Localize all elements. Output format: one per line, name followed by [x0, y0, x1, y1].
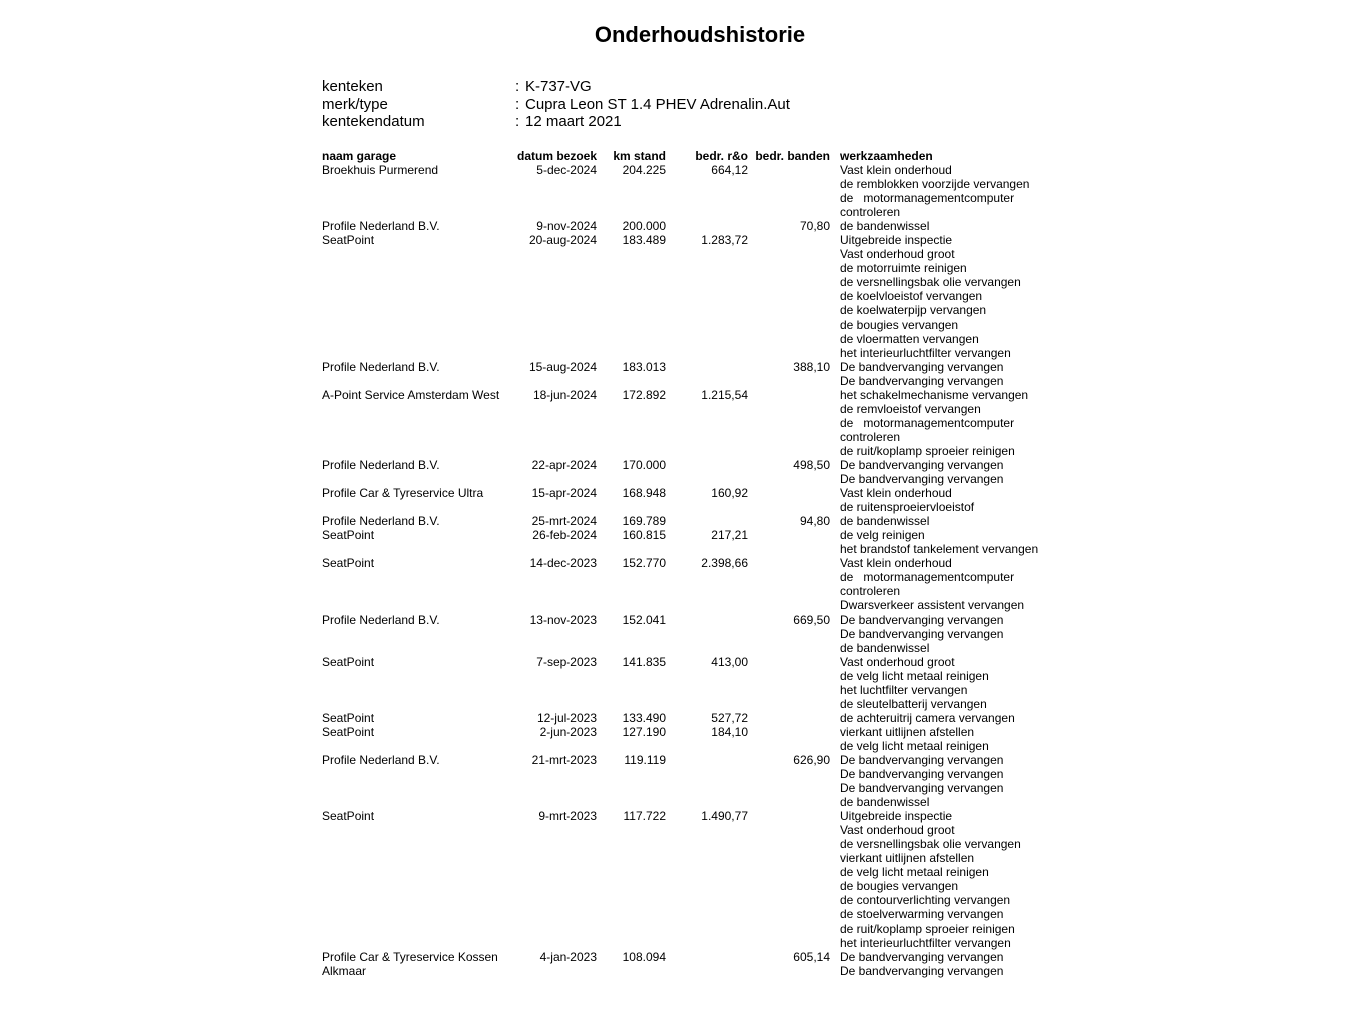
- werkzaamheid-line: de motorruimte reinigen: [840, 261, 967, 276]
- table-row: [0, 360, 1368, 388]
- km-cell: 108.094: [622, 949, 666, 964]
- werkzaamheid-line: controleren: [840, 584, 901, 599]
- werkzaamheid-line: de achteruitrij camera vervangen: [840, 710, 1015, 725]
- werkzaamheden-cell: [840, 163, 1368, 219]
- ro-amount-cell: 1.490,77: [701, 809, 748, 824]
- date-cell: 15-aug-2024: [528, 359, 597, 374]
- km-cell: 133.490: [622, 710, 666, 725]
- km-cell: 152.770: [622, 556, 666, 571]
- date-cell: 13-nov-2023: [529, 612, 597, 627]
- km-cell: 141.835: [622, 654, 666, 669]
- ro-amount-cell: 664,12: [711, 163, 748, 177]
- date-cell: 25-mrt-2024: [531, 514, 597, 529]
- table-row: [0, 556, 1368, 612]
- table-row: [0, 753, 1368, 809]
- werkzaamheid-line: het luchtfilter vervangen: [840, 682, 968, 697]
- header-banden: bedr. banden: [755, 149, 830, 163]
- garage-cell: [322, 360, 440, 374]
- werkzaamheden-cell: [840, 388, 1368, 458]
- werkzaamheden-cell: [840, 950, 1368, 978]
- werkzaamheid-line: de motormanagementcomputer: [840, 191, 1015, 206]
- date-cell: 26-feb-2024: [532, 528, 597, 543]
- werkzaamheid-line: de velg licht metaal reinigen: [840, 865, 989, 880]
- kenteken-row: [322, 78, 790, 96]
- date-cell: 5-dec-2024: [536, 163, 597, 177]
- werkzaamheden-cell: [840, 725, 1368, 753]
- km-cell: 127.190: [622, 724, 666, 739]
- werkzaamheid-line: de motormanagementcomputer: [840, 570, 1015, 585]
- date-cell: 4-jan-2023: [539, 949, 597, 964]
- werkzaamheid-line: Vast onderhoud groot: [840, 247, 955, 262]
- garage-name: SeatPoint: [322, 654, 375, 669]
- date-cell: 9-mrt-2023: [538, 809, 597, 824]
- werkzaamheid-line: vierkant uitlijnen afstellen: [840, 724, 975, 739]
- werkzaamheid-line: de ruit/koplamp sproeier reinigen: [840, 921, 1015, 936]
- km-cell: 183.013: [622, 359, 666, 374]
- garage-cell: [322, 655, 374, 669]
- ro-amount-cell: 1.283,72: [701, 233, 748, 248]
- garage-name: Profile Nederland B.V.: [322, 457, 440, 472]
- werkzaamheid-line: De bandvervanging vervangen: [840, 472, 1004, 487]
- werkzaamheid-line: De bandvervanging vervangen: [840, 457, 1004, 472]
- werkzaamheid-line: de koelwaterpijp vervangen: [840, 303, 987, 318]
- garage-cell: [322, 725, 374, 739]
- colon: :: [515, 113, 520, 130]
- garage-name: SeatPoint: [322, 809, 375, 824]
- date-cell: 20-aug-2024: [528, 233, 597, 248]
- garage-cell: [322, 514, 440, 528]
- werkzaamheid-line: Uitgebreide inspectie: [840, 809, 953, 824]
- kentekendatum-label: kentekendatum: [322, 113, 425, 130]
- werkzaamheid-line: Uitgebreide inspectie: [840, 233, 953, 248]
- garage-cell: [322, 613, 440, 627]
- werkzaamheden-cell: [840, 655, 1368, 711]
- werkzaamheid-line: de sleutelbatterij vervangen: [840, 696, 987, 711]
- werkzaamheden-cell: [840, 711, 1368, 725]
- table-row: [0, 233, 1368, 359]
- garage-cell: [322, 528, 374, 542]
- table-row: [0, 388, 1368, 458]
- garage-name: Profile Nederland B.V.: [322, 219, 440, 234]
- werkzaamheid-line: Vast klein onderhoud: [840, 163, 952, 177]
- ro-amount-cell: 413,00: [711, 654, 748, 669]
- werkzaamheden-cell: [840, 528, 1368, 556]
- banden-amount-cell: 388,10: [793, 359, 830, 374]
- garage-cell: [322, 163, 438, 177]
- table-row: [0, 528, 1368, 556]
- table-row: [0, 163, 1368, 219]
- werkzaamheden-cell: [840, 458, 1368, 486]
- table-row: [0, 655, 1368, 711]
- banden-amount-cell: 70,80: [799, 219, 830, 234]
- garage-name: SeatPoint: [322, 556, 375, 571]
- garage-cell: [322, 486, 483, 500]
- werkzaamheden-cell: [840, 486, 1368, 514]
- garage-cell: [322, 219, 440, 233]
- garage-name: SeatPoint: [322, 724, 375, 739]
- date-cell: 14-dec-2023: [529, 556, 597, 571]
- werkzaamheid-line: de ruit/koplamp sproeier reinigen: [840, 443, 1015, 458]
- garage-cell: [322, 388, 499, 402]
- werkzaamheden-cell: [840, 233, 1368, 359]
- table-row: [0, 711, 1368, 725]
- garage-name: Profile Nederland B.V.: [322, 612, 440, 627]
- km-cell: 172.892: [622, 387, 666, 402]
- header-ro: bedr. r&o: [695, 149, 748, 163]
- werkzaamheid-line: de versnellingsbak olie vervangen: [840, 837, 1021, 852]
- km-cell: 152.041: [622, 612, 666, 627]
- table-row: [0, 950, 1368, 978]
- km-cell: 160.815: [622, 528, 666, 543]
- werkzaamheid-line: Vast klein onderhoud: [840, 556, 952, 571]
- werkzaamheid-line: De bandvervanging vervangen: [840, 626, 1004, 641]
- garage-cell: [322, 809, 374, 823]
- header-km: km stand: [613, 149, 666, 163]
- werkzaamheid-line: het interieurluchtfilter vervangen: [840, 345, 1011, 360]
- werkzaamheid-line: de bougies vervangen: [840, 317, 959, 332]
- werkzaamheid-line: de bandenwissel: [840, 640, 930, 655]
- header-garage: naam garage: [322, 149, 397, 163]
- table-row: [0, 809, 1368, 949]
- werkzaamheid-line: controleren: [840, 429, 901, 444]
- werkzaamheid-line: de stoelverwarming vervangen: [840, 907, 1004, 922]
- werkzaamheid-line: vierkant uitlijnen afstellen: [840, 851, 975, 866]
- werkzaamheid-line: De bandvervanging vervangen: [840, 767, 1004, 782]
- werkzaamheden-cell: [840, 360, 1368, 388]
- garage-cell: [322, 458, 440, 472]
- werkzaamheid-line: controleren: [840, 205, 901, 220]
- date-cell: 12-jul-2023: [536, 710, 597, 725]
- werkzaamheid-line: het schakelmechanisme vervangen: [840, 387, 1029, 402]
- garage-name: A-Point Service Amsterdam West: [322, 387, 500, 402]
- date-cell: 7-sep-2023: [536, 654, 597, 669]
- km-cell: 168.948: [622, 486, 666, 501]
- garage-cell: [322, 556, 374, 570]
- ro-amount-cell: 2.398,66: [701, 556, 748, 571]
- date-cell: 2-jun-2023: [539, 724, 597, 739]
- werkzaamheid-line: De bandvervanging vervangen: [840, 781, 1004, 796]
- header-date: datum bezoek: [516, 149, 597, 163]
- garage-name: Profile Nederland B.V.: [322, 514, 440, 529]
- garage-name: Profile Nederland B.V.: [322, 752, 440, 767]
- garage-name: Profile Car & Tyreservice Ultra: [322, 486, 484, 501]
- header-werkzaamheden: werkzaamheden: [840, 149, 933, 163]
- km-cell: 204.225: [622, 163, 666, 177]
- ro-amount-cell: 184,10: [711, 724, 748, 739]
- werkzaamheid-line: de vloermatten vervangen: [840, 331, 979, 346]
- km-cell: 200.000: [622, 219, 666, 234]
- werkzaamheid-line: De bandvervanging vervangen: [840, 612, 1004, 627]
- werkzaamheid-line: de bandenwissel: [840, 795, 930, 810]
- merk-label: merk/type: [322, 95, 388, 113]
- colon: :: [515, 78, 520, 95]
- date-cell: 22-apr-2024: [531, 457, 597, 472]
- werkzaamheden-cell: [840, 556, 1368, 612]
- page-title: Onderhoudshistorie: [594, 22, 806, 47]
- werkzaamheid-line: het interieurluchtfilter vervangen: [840, 935, 1011, 950]
- table-row: [0, 486, 1368, 514]
- werkzaamheid-line: de remvloeistof vervangen: [840, 401, 981, 416]
- werkzaamheid-line: de ruitensproeiervloeistof: [840, 500, 975, 515]
- kenteken-label: kenteken: [322, 78, 383, 95]
- werkzaamheden-cell: [840, 219, 1368, 233]
- colon: :: [515, 95, 520, 113]
- werkzaamheid-line: het brandstof tankelement vervangen: [840, 542, 1039, 557]
- werkzaamheid-line: de koelvloeistof vervangen: [840, 289, 983, 304]
- garage-name: SeatPoint: [322, 233, 375, 248]
- garage-cell: [322, 711, 374, 725]
- werkzaamheid-line: de contourverlichting vervangen: [840, 893, 1011, 908]
- werkzaamheid-line: De bandvervanging vervangen: [840, 359, 1004, 374]
- banden-amount-cell: 94,80: [799, 514, 830, 529]
- maintenance-table: [0, 163, 1368, 978]
- ro-amount-cell: 527,72: [711, 710, 748, 725]
- km-cell: 183.489: [622, 233, 666, 248]
- table-row: [0, 458, 1368, 486]
- garage-cell: [322, 753, 440, 767]
- merk-value: Cupra Leon ST 1.4 PHEV Adrenalin.Aut: [525, 95, 790, 113]
- garage-name: Profile Nederland B.V.: [322, 359, 440, 374]
- date-cell: 21-mrt-2023: [531, 752, 597, 767]
- date-cell: 15-apr-2024: [531, 486, 597, 501]
- werkzaamheid-line: de motormanagementcomputer: [840, 415, 1015, 430]
- km-cell: 170.000: [622, 457, 666, 472]
- werkzaamheid-line: Dwarsverkeer assistent vervangen: [840, 598, 1025, 613]
- banden-amount-cell: 669,50: [793, 612, 830, 627]
- garage-cell: [322, 950, 498, 978]
- werkzaamheid-line: de bandenwissel: [840, 219, 930, 234]
- km-cell: 169.789: [622, 514, 666, 529]
- garage-name: Broekhuis Purmerend: [322, 163, 439, 177]
- km-cell: 119.119: [624, 752, 666, 767]
- vehicle-info: [322, 78, 790, 131]
- werkzaamheid-line: De bandvervanging vervangen: [840, 949, 1004, 964]
- werkzaamheid-line: Vast klein onderhoud: [840, 486, 952, 501]
- werkzaamheid-line: de velg licht metaal reinigen: [840, 668, 989, 683]
- table-row: [0, 613, 1368, 655]
- ro-amount-cell: 160,92: [711, 486, 748, 501]
- werkzaamheid-line: de velg reinigen: [840, 528, 925, 543]
- werkzaamheden-cell: [840, 809, 1368, 949]
- werkzaamheid-line: Vast onderhoud groot: [840, 823, 955, 838]
- werkzaamheden-cell: [840, 514, 1368, 528]
- date-cell: 18-jun-2024: [532, 387, 597, 402]
- kentekendatum-row: [322, 113, 790, 131]
- werkzaamheid-line: de versnellingsbak olie vervangen: [840, 275, 1021, 290]
- garage-name: Profile Car & Tyreservice Kossen: [322, 949, 498, 964]
- werkzaamheid-line: de bandenwissel: [840, 514, 930, 529]
- werkzaamheid-line: De bandvervanging vervangen: [840, 752, 1004, 767]
- garage-name-line2: Alkmaar: [322, 963, 367, 978]
- banden-amount-cell: 605,14: [793, 949, 830, 964]
- banden-amount-cell: 626,90: [793, 752, 830, 767]
- table-row: [0, 725, 1368, 753]
- werkzaamheid-line: de remblokken voorzijde vervangen: [840, 177, 1030, 192]
- garage-name: SeatPoint: [322, 528, 375, 543]
- werkzaamheid-line: Vast onderhoud groot: [840, 654, 955, 669]
- table-row: [0, 514, 1368, 528]
- werkzaamheden-cell: [840, 753, 1368, 809]
- kenteken-value: K-737-VG: [525, 78, 592, 95]
- merk-row: [322, 96, 790, 114]
- date-cell: 9-nov-2024: [536, 219, 597, 234]
- garage-name: SeatPoint: [322, 710, 375, 725]
- werkzaamheid-line: De bandvervanging vervangen: [840, 373, 1004, 388]
- table-row: [0, 219, 1368, 233]
- kentekendatum-value: 12 maart 2021: [525, 113, 622, 130]
- ro-amount-cell: 217,21: [711, 528, 748, 543]
- banden-amount-cell: 498,50: [793, 457, 830, 472]
- garage-cell: [322, 233, 374, 247]
- werkzaamheid-line: de bougies vervangen: [840, 879, 959, 894]
- ro-amount-cell: 1.215,54: [701, 387, 748, 402]
- km-cell: 117.722: [623, 809, 666, 824]
- werkzaamheden-cell: [840, 613, 1368, 655]
- werkzaamheid-line: De bandvervanging vervangen: [840, 963, 1004, 978]
- werkzaamheid-line: de velg licht metaal reinigen: [840, 738, 989, 753]
